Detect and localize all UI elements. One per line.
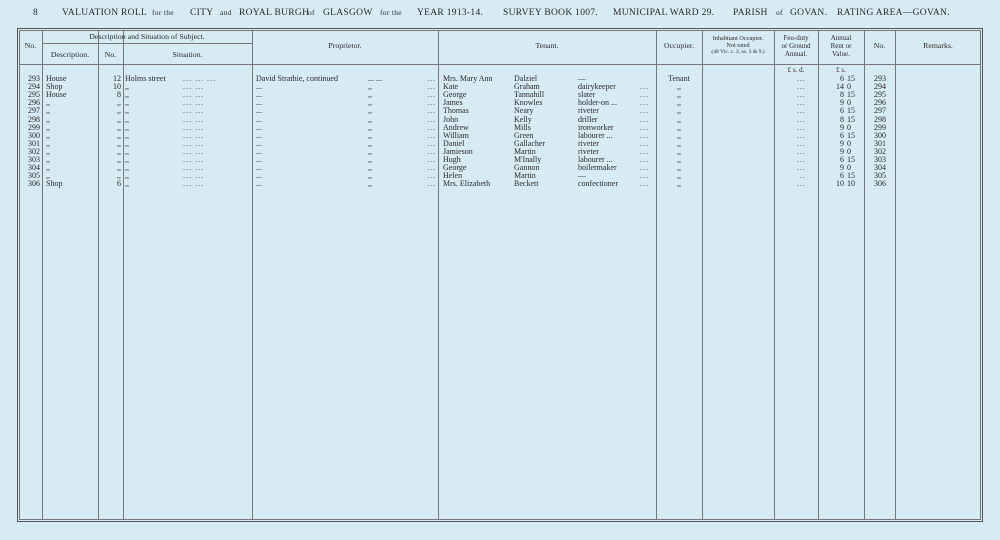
cell-situation-dots: ... ...: [183, 98, 204, 108]
cell-description: ,,: [46, 146, 50, 156]
rating-area: RATING AREA—GOVAN.: [837, 8, 950, 18]
cell-no-right: 299: [874, 122, 886, 132]
cell-proprietor-end: ...: [427, 74, 436, 83]
cell-shillings: 0: [847, 122, 851, 132]
cell-situation-dots: ... ... ...: [183, 74, 216, 83]
cell-no: 304: [28, 163, 40, 173]
cell-situation: ,,: [125, 155, 129, 164]
cell-tenant-last: Green: [514, 130, 534, 140]
cell-occupation: confectioner: [578, 179, 618, 189]
currency-annual: £ s.: [836, 66, 846, 74]
cell-proprietor-ditto: ,,: [368, 106, 372, 116]
cell-occupation: —: [578, 74, 586, 83]
col-header-situation: Situation.: [172, 50, 203, 59]
cell-feuduty: ...: [797, 106, 806, 116]
cell-feuduty: ...: [797, 130, 806, 140]
cell-shillings: 15: [847, 155, 855, 164]
cell-situation: ,,: [125, 82, 129, 92]
cell-no-right: 295: [874, 90, 886, 100]
cell-no-right: 298: [874, 114, 886, 124]
cell-situation: ,,: [125, 122, 129, 132]
cell-situation: ,,: [125, 138, 129, 148]
cell-situation: ,,: [125, 90, 129, 100]
col-header-feuduty-3: Annual.: [784, 50, 808, 58]
cell-tenant-last: Knowles: [514, 98, 543, 108]
col-header-inhabitant-1: Inhabitant Occupier.: [712, 35, 764, 42]
cell-proprietor-end: ...: [427, 98, 436, 108]
cell-proprietor-ditto: ,,: [368, 163, 372, 173]
cell-occupation: boilermaker: [578, 163, 617, 173]
cell-description: ,,: [46, 155, 50, 164]
col-header-annual-3: Value.: [832, 50, 850, 58]
cell-occupation-dots: ...: [640, 82, 649, 92]
cell-number: ,,: [117, 155, 121, 164]
cell-feuduty: ...: [797, 155, 806, 164]
cell-proprietor-ditto: ,,: [368, 171, 372, 181]
cell-shillings: 0: [847, 138, 851, 148]
cell-description: ,,: [46, 98, 50, 108]
cell-occupation: labourer ...: [578, 155, 613, 164]
cell-tenant-last: Gannon: [514, 163, 540, 173]
cell-no-right: 306: [874, 179, 886, 189]
cell-pounds: 14: [836, 82, 844, 92]
cell-proprietor-end: ...: [427, 179, 436, 189]
cell-situation-dots: ... ...: [183, 122, 204, 132]
cell-tenant-first: Daniel: [443, 138, 465, 148]
cell-occupation-dots: ...: [640, 90, 649, 100]
cell-no: 296: [28, 98, 40, 108]
cell-no: 303: [28, 155, 40, 164]
cell-shillings: 10: [847, 179, 855, 189]
cell-proprietor-end: ...: [427, 155, 436, 164]
col-header-feuduty-1: Feu-duty: [783, 34, 809, 42]
cell-situation: ,,: [125, 130, 129, 140]
cell-no: 294: [28, 82, 40, 92]
cell-no: 299: [28, 122, 40, 132]
cell-no: 295: [28, 90, 40, 100]
cell-proprietor-ditto: ,,: [368, 179, 372, 189]
cell-shillings: 15: [847, 130, 855, 140]
cell-occupier: ,,: [677, 90, 681, 100]
cell-no-right: 297: [874, 106, 886, 116]
cell-proprietor: ...: [256, 155, 262, 164]
cell-no-right: 301: [874, 138, 886, 148]
cell-no-right: 294: [874, 82, 886, 92]
cell-occupation: riveter: [578, 146, 599, 156]
cell-occupier: ,,: [677, 106, 681, 116]
col-header-inhabitant-3: (48 Vic. c. 3, ss. 3 & 9.): [711, 49, 765, 55]
col-header-number: No.: [104, 50, 117, 59]
cell-occupation: —: [578, 171, 586, 181]
cell-shillings: 0: [847, 98, 851, 108]
cell-situation: ,,: [125, 98, 129, 108]
cell-shillings: 15: [847, 106, 855, 116]
cell-shillings: 15: [847, 90, 855, 100]
cell-occupation-dots: ...: [640, 163, 649, 173]
title-year: YEAR 1913-14.: [417, 8, 484, 18]
cell-situation-dots: ... ...: [183, 146, 204, 156]
parish-label: PARISH: [733, 8, 768, 18]
col-header-no-right: No.: [873, 41, 886, 50]
cell-tenant-first: George: [443, 90, 467, 100]
cell-shillings: 0: [847, 146, 851, 156]
cell-occupier: ,,: [677, 130, 681, 140]
cell-proprietor-ditto: ,,: [368, 114, 372, 124]
cell-proprietor: David Strathie, continued: [256, 74, 338, 83]
cell-tenant-first: Jamieson: [443, 146, 473, 156]
cell-situation-dots: ... ...: [183, 138, 204, 148]
cell-description: ,,: [46, 122, 50, 132]
cell-proprietor-end: ...: [427, 130, 436, 140]
cell-feuduty: ...: [797, 146, 806, 156]
cell-occupation: holder-on ...: [578, 98, 617, 108]
cell-no-right: 304: [874, 163, 886, 173]
cell-tenant-first: Mrs. Mary Ann: [443, 74, 493, 83]
cell-occupation: labourer ...: [578, 130, 613, 140]
cell-pounds: 9: [840, 122, 844, 132]
cell-pounds: 6: [840, 74, 844, 83]
cell-proprietor-end: ...: [427, 163, 436, 173]
cell-situation-dots: ... ...: [183, 82, 204, 92]
cell-proprietor-end: ...: [427, 82, 436, 92]
cell-proprietor-ditto: ,,: [368, 130, 372, 140]
cell-occupier: Tenant: [668, 74, 690, 83]
cell-occupation: riveter: [578, 106, 599, 116]
cell-occupation-dots: ...: [640, 179, 649, 189]
cell-description: ,,: [46, 114, 50, 124]
cell-number: 12: [113, 74, 121, 83]
cell-occupier: ,,: [677, 163, 681, 173]
cell-situation-dots: ... ...: [183, 90, 204, 100]
cell-tenant-last: Beckett: [514, 179, 539, 189]
cell-proprietor-end: ...: [427, 106, 436, 116]
cell-proprietor-ditto: ,,: [368, 122, 372, 132]
cell-description: House: [46, 90, 67, 100]
cell-occupier: ,,: [677, 82, 681, 92]
cell-no-right: 293: [874, 74, 886, 83]
cell-situation: ,,: [125, 114, 129, 124]
cell-pounds: 6: [840, 106, 844, 116]
cell-number: ,,: [117, 106, 121, 116]
cell-tenant-first: John: [443, 114, 459, 124]
col-header-proprietor: Proprietor.: [328, 41, 362, 50]
cell-feuduty: ...: [797, 138, 806, 148]
cell-situation-dots: ... ...: [183, 163, 204, 173]
cell-occupier: ,,: [677, 146, 681, 156]
cell-proprietor: ...: [256, 82, 262, 92]
cell-tenant-first: James: [443, 98, 463, 108]
cell-proprietor: ...: [256, 106, 262, 116]
cell-tenant-last: Graham: [514, 82, 540, 92]
cell-no: 293: [28, 74, 40, 83]
cell-situation: ,,: [125, 171, 129, 181]
col-header-no: No.: [24, 41, 37, 50]
cell-occupation: riveter: [578, 138, 599, 148]
cell-proprietor: ...: [256, 171, 262, 181]
cell-proprietor: ...: [256, 130, 262, 140]
cell-proprietor: ...: [256, 163, 262, 173]
cell-no: 300: [28, 130, 40, 140]
currency-feuduty: £ s. d.: [787, 66, 805, 74]
cell-tenant-first: Kate: [443, 82, 459, 92]
cell-pounds: 8: [840, 90, 844, 100]
cell-proprietor: ...: [256, 122, 262, 132]
cell-no-right: 305: [874, 171, 886, 181]
cell-occupation-dots: ...: [640, 130, 649, 140]
col-header-remarks: Remarks.: [923, 41, 953, 50]
cell-occupier: ,,: [677, 138, 681, 148]
cell-occupation: ironworker: [578, 122, 614, 132]
cell-occupier: ,,: [677, 114, 681, 124]
cell-proprietor-end: ...: [427, 171, 436, 181]
page-header: [0, 4, 1000, 22]
table-row: [0, 179, 1000, 188]
cell-occupier: ,,: [677, 171, 681, 181]
parish-of: of: [776, 8, 783, 17]
cell-situation-dots: ... ...: [183, 130, 204, 140]
cell-occupier: ,,: [677, 155, 681, 164]
cell-no: 305: [28, 171, 40, 181]
col-header-desc-group: Description and Situation of Subject.: [89, 32, 205, 41]
cell-proprietor-ditto: ,,: [368, 138, 372, 148]
title-valuation-roll: VALUATION ROLL: [62, 8, 148, 18]
title-for-the-2: for the: [380, 8, 402, 17]
cell-pounds: 6: [840, 171, 844, 181]
cell-number: 8: [117, 90, 121, 100]
cell-tenant-last: Mills: [514, 122, 531, 132]
col-header-annual-2: Rent or: [830, 42, 852, 50]
cell-proprietor: ...: [256, 138, 262, 148]
cell-description: Shop: [46, 82, 63, 92]
col-header-occupier: Occupier.: [663, 41, 695, 50]
cell-tenant-first: Mrs. Elizabeth: [443, 179, 491, 189]
page-number: 8: [33, 8, 39, 18]
cell-tenant-last: Neary: [514, 106, 534, 116]
cell-number: ,,: [117, 98, 121, 108]
cell-proprietor-ditto: ,,: [368, 98, 372, 108]
cell-occupier: ,,: [677, 179, 681, 189]
cell-occupation-dots: ...: [640, 98, 649, 108]
cell-proprietor: ...: [256, 98, 262, 108]
cell-situation-dots: ... ...: [183, 106, 204, 116]
cell-no-right: 300: [874, 130, 886, 140]
cell-no: 301: [28, 138, 40, 148]
cell-occupation-dots: ...: [640, 114, 649, 124]
cell-feuduty: ...: [797, 82, 806, 92]
cell-proprietor-ditto: ,,: [368, 82, 372, 92]
cell-number: ,,: [117, 122, 121, 132]
cell-tenant-first: Thomas: [443, 106, 469, 116]
cell-description: ,,: [46, 163, 50, 173]
cell-no-right: 302: [874, 146, 886, 156]
cell-description: Shop: [46, 179, 63, 189]
cell-description: ,,: [46, 138, 50, 148]
cell-occupation: slater: [578, 90, 596, 100]
cell-no: 298: [28, 114, 40, 124]
cell-number: 6: [117, 179, 121, 189]
cell-feuduty: ...: [797, 179, 806, 189]
cell-situation: ,,: [125, 106, 129, 116]
cell-situation-dots: ... ...: [183, 155, 204, 164]
cell-description: ,,: [46, 106, 50, 116]
title-for-the-1: for the: [152, 8, 174, 17]
title-royal-burgh: ROYAL BURGH: [239, 8, 310, 18]
cell-occupation-dots: ...: [640, 155, 649, 164]
cell-situation: ,,: [125, 146, 129, 156]
cell-feuduty: ...: [797, 114, 806, 124]
cell-pounds: 9: [840, 138, 844, 148]
header-bottom-divider: [19, 64, 981, 65]
cell-number: ,,: [117, 146, 121, 156]
cell-proprietor: ...: [256, 90, 262, 100]
cell-feuduty: ...: [797, 163, 806, 173]
cell-no: 297: [28, 106, 40, 116]
cell-number: ,,: [117, 130, 121, 140]
cell-shillings: 15: [847, 114, 855, 124]
cell-occupation-dots: ...: [640, 138, 649, 148]
cell-proprietor: ...: [256, 114, 262, 124]
cell-proprietor-ditto: ,,: [368, 146, 372, 156]
col-header-description: Description.: [50, 50, 90, 59]
cell-tenant-first: Helen: [443, 171, 463, 181]
cell-proprietor: ...: [256, 146, 262, 156]
cell-feuduty: ...: [797, 74, 806, 83]
cell-tenant-last: Dalziel: [514, 74, 538, 83]
cell-proprietor-end: ...: [427, 114, 436, 124]
cell-occupation: driller: [578, 114, 598, 124]
cell-occupation-dots: ...: [640, 106, 649, 116]
cell-shillings: 0: [847, 82, 851, 92]
municipal-ward: MUNICIPAL WARD 29.: [613, 8, 715, 18]
title-city: CITY: [190, 8, 214, 18]
title-and: and: [220, 8, 232, 17]
cell-proprietor-ditto: ,,: [368, 90, 372, 100]
cell-tenant-last: M'Inally: [514, 155, 542, 164]
cell-number: ,,: [117, 114, 121, 124]
cell-tenant-first: William: [443, 130, 469, 140]
cell-number: ,,: [117, 138, 121, 148]
cell-situation-dots: ... ...: [183, 171, 204, 181]
col-header-feuduty-2: or Ground: [781, 42, 811, 50]
cell-situation-dots: ... ...: [183, 114, 204, 124]
cell-pounds: 9: [840, 98, 844, 108]
cell-number: 10: [113, 82, 121, 92]
cell-tenant-first: Hugh: [443, 155, 461, 164]
cell-situation: Holms street: [125, 74, 166, 83]
cell-situation: ,,: [125, 179, 129, 189]
cell-occupier: ,,: [677, 98, 681, 108]
cell-occupation-dots: ...: [640, 146, 649, 156]
subheader-divider: [42, 43, 252, 44]
cell-number: ,,: [117, 163, 121, 173]
cell-occupation: dairykeeper: [578, 82, 616, 92]
cell-shillings: 15: [847, 74, 855, 83]
col-header-annual-1: Annual: [830, 34, 852, 42]
cell-situation-dots: ... ...: [183, 179, 204, 189]
cell-proprietor-ditto: ... ...: [368, 74, 382, 83]
cell-description: House: [46, 74, 67, 83]
cell-tenant-first: Andrew: [443, 122, 469, 132]
cell-pounds: 6: [840, 155, 844, 164]
cell-no: 306: [28, 179, 40, 189]
cell-tenant-last: Martin: [514, 171, 536, 181]
title-of: of: [308, 8, 315, 17]
col-header-tenant: Tenant.: [535, 41, 559, 50]
cell-shillings: 15: [847, 171, 855, 181]
cell-no-right: 296: [874, 98, 886, 108]
cell-no: 302: [28, 146, 40, 156]
cell-tenant-last: Gallacher: [514, 138, 546, 148]
cell-occupier: ,,: [677, 122, 681, 132]
survey-book: SURVEY BOOK 1007.: [503, 8, 599, 18]
cell-shillings: 0: [847, 163, 851, 173]
cell-proprietor: ...: [256, 179, 262, 189]
cell-occupation-dots: ...: [640, 171, 649, 181]
cell-pounds: 8: [840, 114, 844, 124]
cell-pounds: 10: [836, 179, 844, 189]
parish-name: GOVAN.: [790, 8, 828, 18]
col-header-inhabitant-2: Not rated: [726, 42, 750, 49]
cell-situation: ,,: [125, 163, 129, 173]
cell-feuduty: ..: [800, 171, 806, 181]
cell-no-right: 303: [874, 155, 886, 164]
cell-tenant-last: Tannahill: [514, 90, 545, 100]
cell-proprietor-end: ...: [427, 138, 436, 148]
cell-description: ,,: [46, 171, 50, 181]
cell-tenant-last: Kelly: [514, 114, 532, 124]
cell-number: ,,: [117, 171, 121, 181]
cell-tenant-last: Martin: [514, 146, 536, 156]
cell-pounds: 6: [840, 130, 844, 140]
cell-proprietor-end: ...: [427, 90, 436, 100]
cell-feuduty: ...: [797, 122, 806, 132]
cell-feuduty: ...: [797, 90, 806, 100]
cell-pounds: 9: [840, 146, 844, 156]
cell-tenant-first: George: [443, 163, 467, 173]
cell-proprietor-end: ...: [427, 146, 436, 156]
cell-proprietor-ditto: ,,: [368, 155, 372, 164]
cell-feuduty: ...: [797, 98, 806, 108]
title-glasgow: GLASGOW: [323, 8, 373, 18]
cell-occupation-dots: ...: [640, 122, 649, 132]
cell-proprietor-end: ...: [427, 122, 436, 132]
cell-description: ,,: [46, 130, 50, 140]
cell-pounds: 9: [840, 163, 844, 173]
